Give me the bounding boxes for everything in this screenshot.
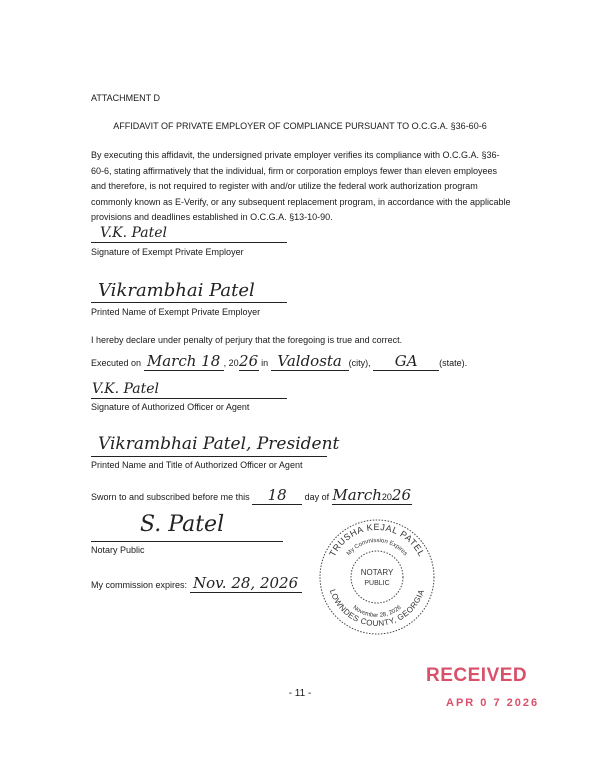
seal-top-text: TRUSHA KEJAL PATEL <box>327 521 427 559</box>
executed-line <box>91 352 467 371</box>
exempt-printed-name-handwriting: Vikrambhai Patel <box>98 280 255 301</box>
seal-inner-bottom-text: November 28, 2026 <box>351 604 403 620</box>
commission-date: Nov. 28, 2026 <box>190 574 302 593</box>
attachment-label: ATTACHMENT D <box>91 93 160 103</box>
commission-label: My commission expires: <box>91 580 188 590</box>
page-number: - 11 - <box>288 688 312 699</box>
seal-bottom-text: LOWNDES COUNTY, GEORGIA <box>327 588 427 629</box>
notary-signature-line <box>91 541 283 542</box>
commission-line <box>91 574 302 593</box>
sworn-prefix: Sworn to and subscribed before me this <box>91 492 250 502</box>
paragraph-line: provisions and deadlines established in O.C.G.A. §13-10-90. <box>91 212 333 222</box>
sworn-month: March <box>332 486 382 504</box>
notary-seal <box>318 518 436 636</box>
sworn-day: 18 <box>252 486 302 505</box>
officer-signature-handwriting: V.K. Patel <box>92 381 159 397</box>
executed-state-label: (state). <box>439 358 468 368</box>
notary-label: Notary Public <box>91 545 145 555</box>
paragraph-line: By executing this affidavit, the undersigned private employer verifies its compliance with O.C.G.A. §36- <box>91 150 500 160</box>
sworn-month-year <box>332 486 412 505</box>
declaration-text: I hereby declare under penalty of perjury that the foregoing is true and correct. <box>91 335 403 345</box>
seal-center-line2: PUBLIC <box>364 580 390 587</box>
seal-inner-ring <box>351 551 403 603</box>
sworn-year: 26 <box>391 486 411 504</box>
exempt-signature-handwriting: V.K. Patel <box>100 225 167 241</box>
sworn-year-prefix: 20 <box>381 492 392 502</box>
affidavit-heading: AFFIDAVIT OF PRIVATE EMPLOYER OF COMPLIANCE PURSUANT TO O.C.G.A. §36-60-6 <box>113 121 487 131</box>
executed-year: 26 <box>239 352 259 370</box>
officer-printed-name-label: Printed Name and Title of Authorized Officer or Agent <box>91 460 303 470</box>
exempt-signature-label: Signature of Exempt Private Employer <box>91 247 244 257</box>
executed-city-label: (city), <box>348 358 371 368</box>
executed-city: Valdosta <box>271 352 349 371</box>
officer-printed-name-handwriting: Vikrambhai Patel, President <box>98 434 340 454</box>
notary-signature-handwriting: S. Patel <box>140 512 225 537</box>
exempt-printed-name-line <box>91 302 287 303</box>
officer-signature-label: Signature of Authorized Officer or Agent <box>91 402 250 412</box>
executed-date: March 18 <box>144 352 224 371</box>
paragraph-line: and therefore, is not required to register with and/or utilize the federal work authorization program <box>91 181 478 191</box>
officer-signature-line <box>91 398 287 399</box>
executed-in-label: in <box>261 358 269 368</box>
seal-center-line1: NOTARY <box>360 568 394 577</box>
paragraph-line: 60-6, stating affirmatively that the individual, firm or corporation employs fewer than eleven employees <box>91 165 498 176</box>
received-stamp-date: APR 0 7 2026 <box>446 697 540 709</box>
exempt-signature-line <box>91 242 287 243</box>
seal-inner-top-text: My Commission Expires <box>346 537 409 558</box>
executed-state: GA <box>373 352 439 371</box>
executed-prefix: Executed on <box>91 358 142 368</box>
received-stamp: RECEIVED <box>426 665 528 686</box>
sworn-day-label: day of <box>304 492 330 502</box>
officer-printed-name-line <box>91 456 327 457</box>
sworn-line <box>91 486 412 505</box>
affidavit-paragraph <box>91 148 511 226</box>
executed-year-prefix: , 20 <box>223 358 239 368</box>
paragraph-line: commonly known as E-Verify, or any subsequent replacement program, in accordance with the applicable <box>91 196 511 207</box>
exempt-printed-name-label: Printed Name of Exempt Private Employer <box>91 307 261 317</box>
